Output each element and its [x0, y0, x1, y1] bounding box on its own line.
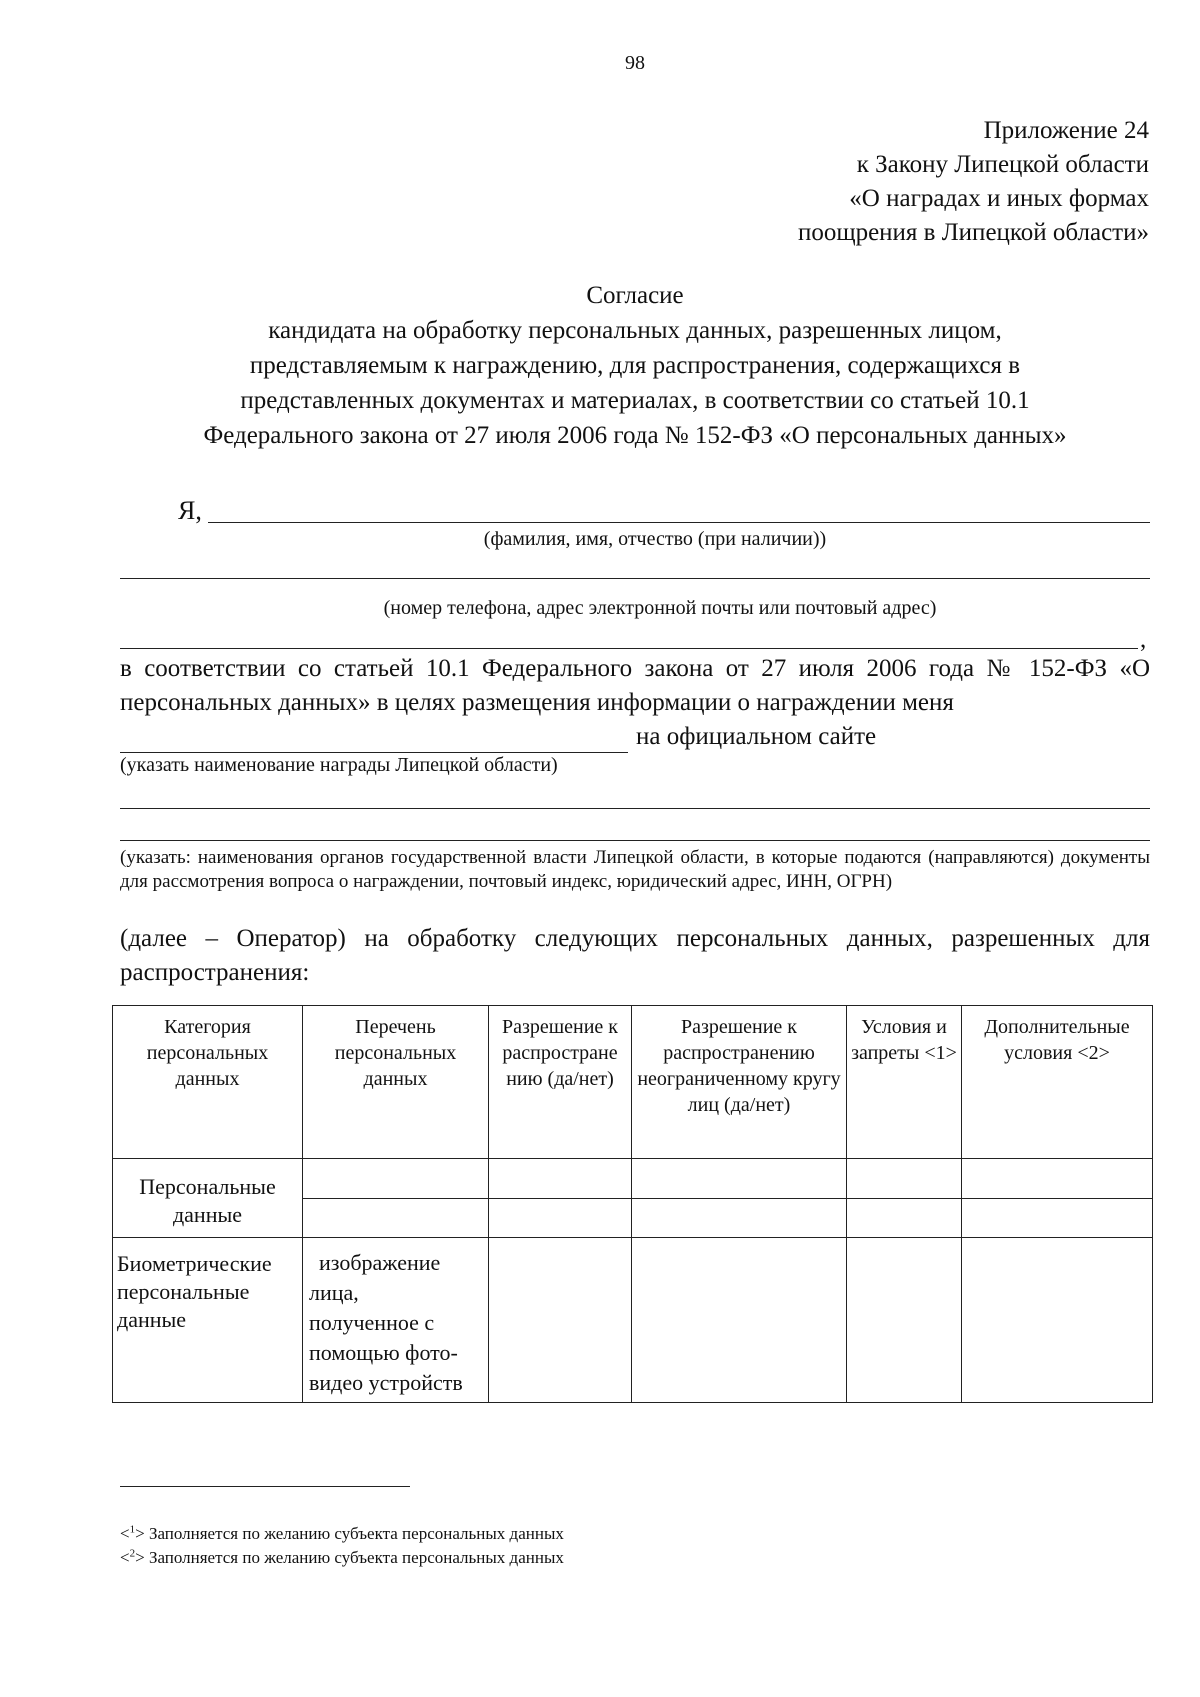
- title-line: кандидата на обработку персональных данных, разрешенных лицом,: [268, 317, 1002, 344]
- header-category: Категория персональных данных: [113, 1006, 303, 1159]
- contact-fill-line[interactable]: [120, 578, 1150, 579]
- appendix-line: поощрения в Липецкой области»: [797, 219, 1149, 246]
- list-line: лица,: [309, 1280, 359, 1305]
- award-caption: (указать наименование награды Липецкой области): [120, 754, 558, 776]
- organs-caption: (указать: наименования органов государственной власти Липецкой области, в которые подаются (направляются) документы для рассмотрения вопроса о награждении, почтовый индекс, юридический адрес, ИНН, ОГРН): [120, 847, 1150, 892]
- footnote-text: Заполняется по желанию субъекта персональных данных: [148, 1524, 564, 1543]
- document-title: [120, 278, 1150, 453]
- title-heading: Согласие: [586, 282, 684, 309]
- table-cell[interactable]: [632, 1238, 847, 1403]
- list-line: помощью фото-: [309, 1340, 458, 1365]
- table-cell[interactable]: [489, 1198, 632, 1238]
- header-additional-conditions: Дополнительные условия <2>: [962, 1006, 1153, 1159]
- appendix-line: «О наградах и иных формах: [849, 185, 1149, 212]
- header-conditions: Условия и запреты <1>: [847, 1006, 962, 1159]
- table-cell[interactable]: [847, 1238, 962, 1403]
- table-cell[interactable]: [962, 1238, 1153, 1403]
- table-row: [113, 1159, 1153, 1199]
- title-line: представляемым к награждению, для распространения, содержащихся в: [249, 352, 1021, 379]
- contact-comma: ,: [1140, 626, 1147, 653]
- footnote-1: <$^1$> Заполняется по желанию субъекта персональных данных: [120, 1523, 564, 1543]
- contact-fill-line-2[interactable]: [120, 648, 1138, 649]
- footnote-2: <$^2$> Заполняется по желанию субъекта персональных данных: [120, 1547, 564, 1567]
- footnote-mark: 2: [129, 1547, 136, 1560]
- table-cell[interactable]: [847, 1198, 962, 1238]
- table-cell[interactable]: [303, 1198, 489, 1238]
- site-text: на официальном сайте: [636, 723, 877, 750]
- table-cell[interactable]: [962, 1159, 1153, 1199]
- table-header-row: [113, 1006, 1153, 1159]
- table-cell[interactable]: [303, 1159, 489, 1199]
- header-unlimited-permission: Разрешение к распространению неограниченному кругу лиц (да/нет): [632, 1006, 847, 1159]
- organs-fill-line-2[interactable]: [120, 840, 1150, 841]
- table-cell[interactable]: [489, 1238, 632, 1403]
- table-cell[interactable]: [632, 1198, 847, 1238]
- consent-paragraph: в соответствии со статьей 10.1 Федерального закона от 27 июля 2006 года № 152-ФЗ «О персональных данных» в целях размещения информации о награждении меня: [120, 655, 1150, 716]
- list-line: полученное с: [309, 1310, 435, 1335]
- list-cell: [303, 1238, 489, 1403]
- appendix-header: [798, 114, 1149, 250]
- operator-paragraph: (далее – Оператор) на обработку следующих персональных данных, разрешенных для распространения:: [120, 925, 1150, 986]
- title-line: представленных документах и материалах, в соответствии со статьей 10.1: [240, 387, 1030, 414]
- table-row: [113, 1238, 1153, 1403]
- header-permission: Разрешение к распростране нию (да/нет): [489, 1006, 632, 1159]
- category-cell: Персональные данные: [113, 1159, 303, 1238]
- table-cell[interactable]: [489, 1159, 632, 1199]
- table-cell[interactable]: [847, 1159, 962, 1199]
- category-cell: Биометрические персональные данные: [113, 1238, 303, 1403]
- fio-caption: (фамилия, имя, отчество (при наличии)): [483, 528, 827, 550]
- list-line: изображение: [319, 1250, 441, 1275]
- appendix-line: Приложение 24: [983, 117, 1149, 144]
- appendix-line: к Закону Липецкой области: [856, 151, 1149, 178]
- award-fill-line[interactable]: [120, 752, 628, 753]
- footnote-mark: 1: [129, 1523, 136, 1536]
- contact-caption: (номер телефона, адрес электронной почты или почтовый адрес): [383, 597, 937, 619]
- fio-fill-line[interactable]: [208, 522, 1150, 523]
- header-list: Перечень персональных данных: [303, 1006, 489, 1159]
- list-line: видео устройств: [309, 1370, 463, 1395]
- title-line: Федерального закона от 27 июля 2006 года № 152-ФЗ «О персональных данных»: [203, 422, 1067, 449]
- personal-data-table: [112, 1005, 1153, 1403]
- fio-prefix: Я,: [178, 496, 202, 525]
- footnote-text: Заполняется по желанию субъекта персональных данных: [148, 1548, 564, 1567]
- footnote-separator: [120, 1486, 410, 1487]
- table-cell[interactable]: [962, 1198, 1153, 1238]
- organs-fill-line[interactable]: [120, 808, 1150, 809]
- table-cell[interactable]: [632, 1159, 847, 1199]
- page-number: 98: [625, 52, 645, 74]
